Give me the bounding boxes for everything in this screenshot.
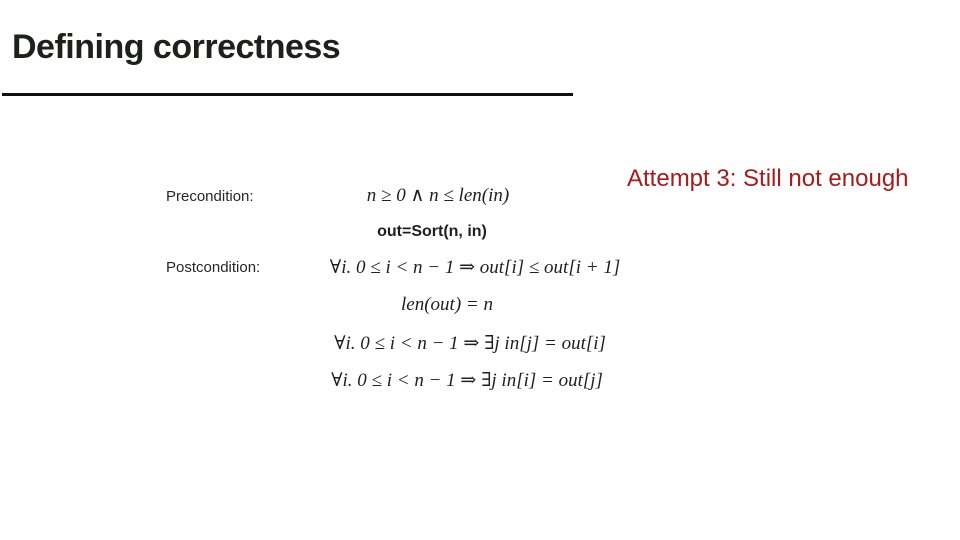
postcondition-formula-membership-out: ∀i. 0 ≤ i < n − 1 ⇒ ∃j in[j] = out[i]: [334, 333, 606, 354]
precondition-label: Precondition:: [166, 188, 254, 205]
slide-title: Defining correctness: [12, 28, 341, 66]
attempt-annotation: Attempt 3: Still not enough: [627, 165, 909, 192]
title-underline-rule: [2, 93, 573, 96]
postcondition-label: Postcondition:: [166, 259, 261, 276]
postcondition-formula-length: len(out) = n: [401, 294, 493, 315]
postcondition-formula-membership-in: ∀i. 0 ≤ i < n − 1 ⇒ ∃j in[i] = out[j]: [331, 370, 603, 391]
precondition-formula: n ≥ 0 ∧ n ≤ len(in): [366, 185, 510, 206]
sort-call-signature: out=Sort(n, in): [377, 223, 487, 240]
postcondition-formula-sorted: ∀i. 0 ≤ i < n − 1 ⇒ out[i] ≤ out[i + 1]: [329, 257, 621, 278]
